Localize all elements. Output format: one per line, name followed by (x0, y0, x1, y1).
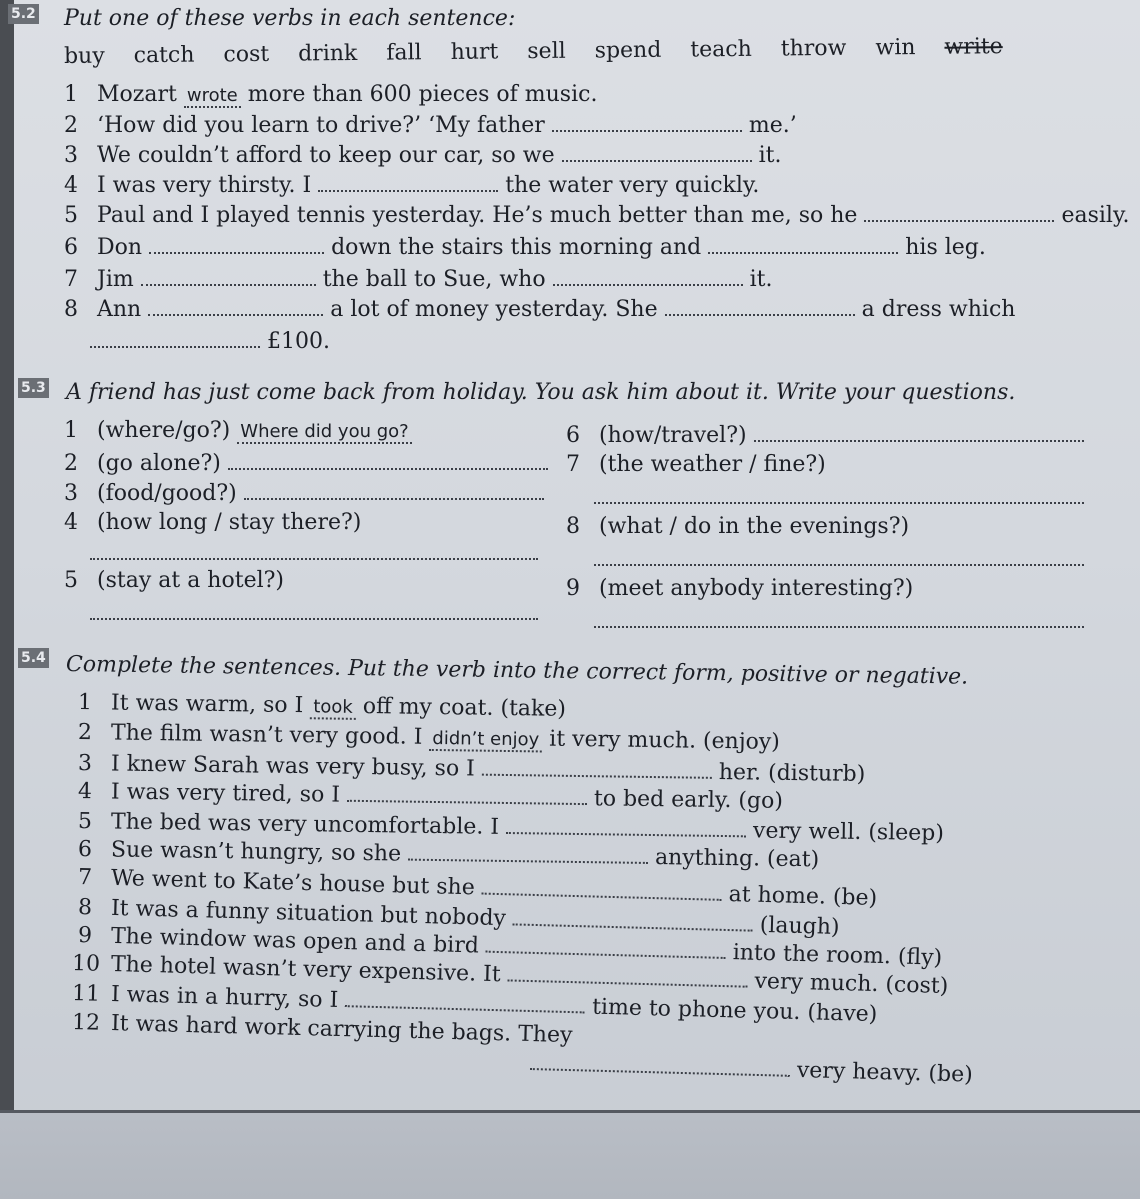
ex54-item-7: 7 We went to Kate’s house but she at home. (be) (77, 865, 878, 911)
ex53-item-6: 6 (how/travel?) (566, 422, 1084, 449)
answer-blank[interactable] (347, 782, 587, 805)
verb-struck: write (944, 34, 1003, 60)
answer-blank[interactable] (345, 987, 585, 1013)
verb: catch (133, 42, 195, 69)
answer-blank[interactable] (553, 266, 743, 286)
ex52-item-2: 2 ‘How did you learn to drive?’ ‘My father me.’ (64, 113, 797, 138)
answer-blank[interactable] (244, 480, 544, 500)
answer-blank[interactable] (506, 814, 746, 837)
ex53-item-8: 8 (what / do in the evenings?) (566, 514, 910, 539)
verb: spend (594, 37, 662, 64)
ex53-item-8-blank (594, 546, 1084, 573)
ex53-item-2: 2 (go alone?) (64, 450, 548, 477)
ex54-item-3: 3 I knew Sarah was very busy, so I her. (disturb) (77, 751, 866, 787)
ex54-item-10: 10 The hotel wasn’t very expensive. It very much. (cost) (71, 951, 949, 999)
answer-blank[interactable] (228, 450, 548, 470)
answer-text: took (310, 696, 356, 720)
instruction-5-4: Complete the sentences. Put the verb into the correct form, positive or negative. (65, 652, 969, 690)
section-number-5-3: 5.3 (18, 378, 49, 398)
ex54-item-6: 6 Sue wasn’t hungry, so she anything. (eat) (77, 837, 820, 873)
ex53-item-9: 9 (meet anybody interesting?) (566, 576, 914, 601)
ex52-item-4: 4 I was very thirsty. I the water very quickly. (64, 173, 760, 198)
answer-blank[interactable] (90, 328, 260, 348)
ex53-item-1: 1 (where/go?) Where did you go? (64, 418, 412, 445)
answer-blank[interactable] (864, 202, 1054, 222)
answer-blank[interactable] (318, 172, 498, 192)
answer-blank[interactable] (90, 540, 538, 560)
answer-text: wrote (184, 85, 241, 108)
answer-blank[interactable] (141, 266, 316, 286)
ex53-item-5-blank (90, 600, 538, 627)
ex54-item-12: 12 It was hard work carrying the bags. They (71, 1010, 573, 1049)
verb: sell (527, 38, 566, 65)
section-number-5-4: 5.4 (18, 648, 49, 668)
answer-blank[interactable] (513, 905, 753, 931)
ex52-item-8: 8 Ann a lot of money yesterday. She a dress which (64, 297, 1016, 322)
answer-text: didn’t enjoy (429, 728, 542, 753)
ex53-item-7: 7 (the weather / fine?) (566, 452, 826, 477)
ex52-item-6: 6 Don down the stairs this morning and his leg. (64, 235, 986, 260)
verb: drink (298, 40, 358, 67)
answer-blank[interactable] (90, 600, 538, 620)
verb: teach (690, 36, 752, 63)
ex54-item-4: 4 I was very tired, so I to bed early. (go) (77, 779, 784, 814)
answer-blank[interactable] (482, 875, 722, 901)
ex52-item-5: 5 Paul and I played tennis yesterday. He’s much better than me, so he easily. (64, 203, 1130, 228)
verb: buy (63, 43, 105, 69)
ex54-item-12-cont: very heavy. (be) (530, 1050, 973, 1089)
ex52-item-1: 1 Mozart wrote more than 600 pieces of music. (64, 82, 598, 107)
page-bottom-edge (0, 1110, 1140, 1199)
ex54-item-2: 2 The film wasn’t very good. I didn’t enjoy it very much. (enjoy) (77, 720, 781, 755)
answer-text: Where did you go? (237, 421, 411, 444)
ex54-item-1: 1 It was warm, so I took off my coat. (take) (77, 690, 567, 722)
verb: throw (780, 35, 847, 62)
answer-blank[interactable] (530, 1050, 790, 1077)
instruction-5-3: A friend has just come back from holiday. You ask him about it. Write your questions. (66, 380, 1016, 405)
verb: hurt (450, 39, 499, 65)
answer-blank[interactable] (754, 422, 1084, 442)
answer-blank[interactable] (408, 841, 648, 864)
answer-blank[interactable] (708, 234, 898, 254)
ex53-item-4-blank (90, 540, 538, 567)
ex52-item-3: 3 We couldn’t afford to keep our car, so we it. (64, 143, 782, 168)
ex52-item-8-cont: £100. (90, 328, 330, 355)
ex54-item-11: 11 I was in a hurry, so I time to phone you. (have) (71, 981, 878, 1028)
ex54-item-9: 9 The window was open and a bird into the room. (fly) (77, 923, 943, 971)
page-binding-edge (0, 0, 14, 1110)
ex52-item-7: 7 Jim the ball to Sue, who it. (64, 267, 773, 292)
answer-blank[interactable] (594, 484, 1084, 504)
ex53-item-5: 5 (stay at a hotel?) (64, 568, 284, 593)
answer-blank[interactable] (594, 608, 1084, 628)
ex53-item-4: 4 (how long / stay there?) (64, 510, 362, 535)
ex54-item-8: 8 It was a funny situation but nobody (laugh) (77, 895, 840, 940)
answer-blank[interactable] (482, 756, 712, 779)
answer-blank[interactable] (665, 296, 855, 316)
instruction-5-2: Put one of these verbs in each sentence: (64, 6, 516, 31)
ex53-item-9-blank (594, 608, 1084, 635)
answer-blank[interactable] (594, 546, 1084, 566)
answer-blank[interactable] (149, 234, 324, 254)
answer-blank[interactable] (552, 112, 742, 132)
section-number-5-2: 5.2 (8, 4, 39, 24)
ex53-item-7-blank (594, 484, 1084, 511)
answer-blank[interactable] (562, 142, 752, 162)
ex54-item-5: 5 The bed was very uncomfortable. I very well. (sleep) (77, 809, 945, 847)
ex53-item-3: 3 (food/good?) (64, 480, 544, 507)
answer-blank[interactable] (148, 296, 323, 316)
verb: fall (386, 40, 422, 66)
verb: cost (223, 41, 270, 68)
verb: win (875, 35, 916, 61)
verb-list (64, 34, 1025, 70)
